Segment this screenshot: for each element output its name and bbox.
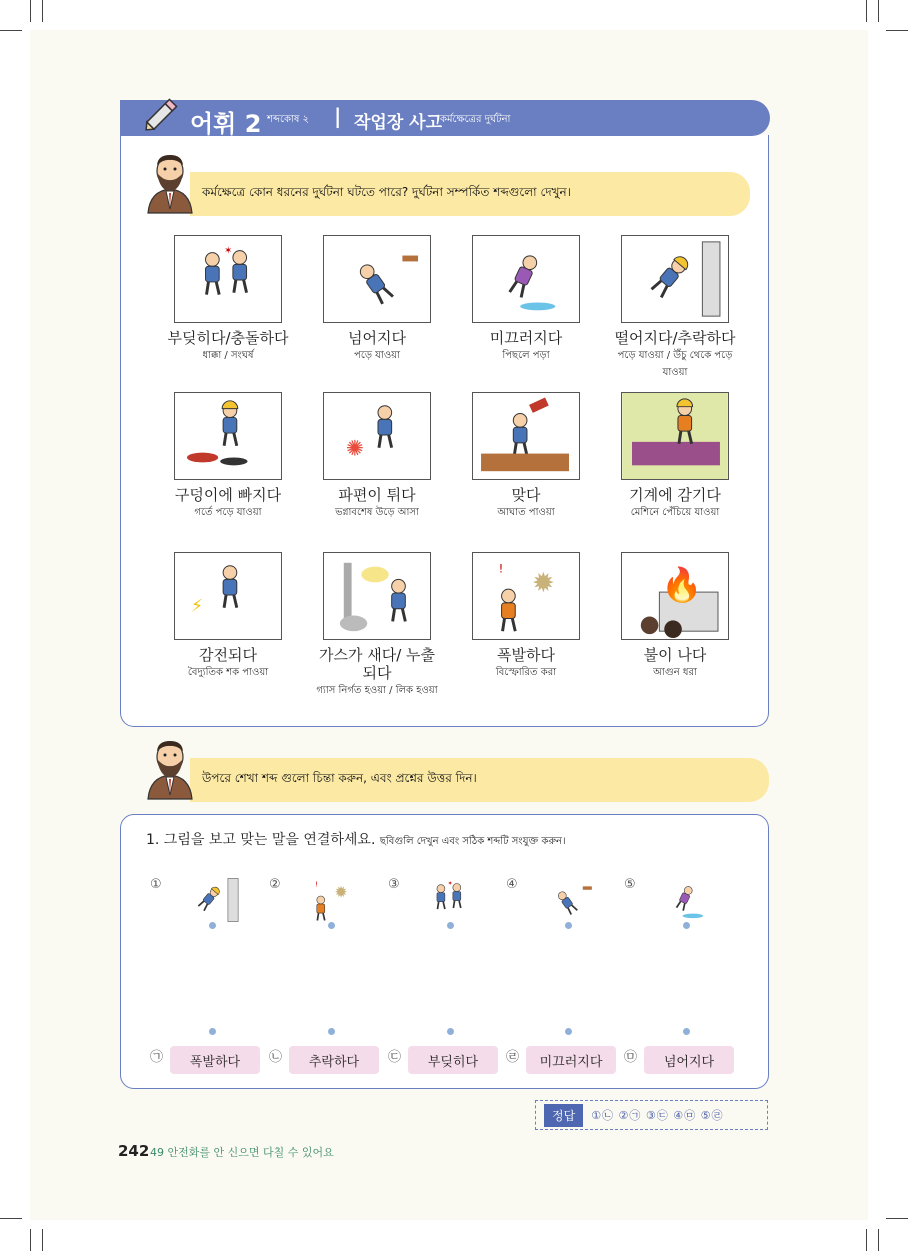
item-picture: [650, 875, 722, 925]
answer-word: 폭발하다: [170, 1046, 260, 1074]
vocab-korean: 맞다: [511, 486, 541, 504]
answer-key: [535, 1100, 768, 1130]
exercise-item: [388, 875, 498, 935]
crop-mark: [878, 0, 879, 22]
answer-letter: ㉤: [624, 1050, 638, 1065]
pencil-icon: [140, 94, 182, 136]
svg-text:🔥: 🔥: [661, 565, 703, 604]
answer-letter: ㉢: [388, 1050, 402, 1065]
crop-mark: [886, 1218, 908, 1219]
vocab-card: [461, 552, 591, 681]
crop-mark: [866, 1229, 867, 1251]
svg-text:!: !: [498, 561, 504, 576]
vocab-korean: 가스가 새다/ 누출되다: [318, 646, 436, 682]
answer-letter: ㉡: [269, 1050, 283, 1065]
vocab-card: [461, 392, 591, 521]
teacher-avatar: [140, 147, 200, 215]
vocab-bengali: পিছলে পড়া: [502, 350, 550, 361]
vocab-picture: [323, 235, 431, 323]
answer-letter: ㉠: [150, 1050, 164, 1065]
crop-mark: [42, 1229, 43, 1251]
vocab-bengali: বিস্ফোরিত করা: [495, 667, 557, 678]
vocab-korean: 폭발하다: [497, 646, 555, 664]
exercise-item: [506, 875, 616, 935]
question-korean: 1. 그림을 보고 맞는 말을 연결하세요.: [146, 832, 376, 848]
vocab-picture: [174, 235, 282, 323]
vocab-picture: [323, 392, 431, 480]
crop-mark: [30, 1229, 31, 1251]
instruction-text: কর্মক্ষেত্রে কোন ধরনের দুর্ঘটনা ঘটতে পারে? দুর্ঘটনা সম্পর্কিত শব্দগুলো দেখুন।: [202, 185, 571, 199]
vocab-card: [312, 235, 442, 364]
gas-leak-icon: [324, 553, 430, 639]
teacher-avatar: [140, 733, 200, 801]
exercise-prompt: [190, 758, 769, 802]
vocab-picture: [621, 392, 729, 480]
connect-dot-bottom[interactable]: [565, 1028, 572, 1035]
crop-mark: [30, 0, 31, 22]
lesson-title: 어휘 2: [190, 110, 262, 138]
page-number: 242: [118, 1142, 150, 1160]
svg-text:✹: ✹: [531, 568, 555, 600]
explosion-icon: [473, 553, 579, 639]
connect-dot-bottom[interactable]: [683, 1028, 690, 1035]
fire-icon: [622, 553, 728, 639]
lesson-subtitle: শব্দকোষ ২: [267, 114, 310, 125]
machine-caught-icon: [622, 393, 728, 479]
vocab-bengali: আঘাত পাওয়া: [497, 507, 555, 518]
item-number: ④: [506, 877, 518, 892]
answer-letter: ㉣: [506, 1050, 520, 1065]
page-caption: 49 안전화를 안 신으면 다칠 수 있어요: [150, 1146, 334, 1159]
vocab-picture: [174, 552, 282, 640]
item-picture: [176, 875, 248, 925]
vocab-card: [312, 392, 442, 521]
vocab-bengali: গর্তে পড়ে যাওয়া: [194, 507, 262, 518]
vocab-korean: 파편이 튀다: [338, 486, 416, 504]
vocab-korean: 미끄러지다: [489, 329, 563, 347]
vocab-card: [610, 392, 740, 521]
answer-word: 추락하다: [289, 1046, 379, 1074]
explosion-icon: [295, 875, 367, 925]
vocab-picture: [174, 392, 282, 480]
vocab-card: [610, 235, 740, 381]
vocab-bengali: গ্যাস নির্গত হওয়া / লিক হওয়া: [316, 685, 438, 696]
vocab-picture: [621, 235, 729, 323]
answer-key-text: ①㉡ ②㉠ ③㉢ ④㉤ ⑤㉣: [591, 1109, 724, 1122]
instruction-prompt: [190, 172, 750, 216]
vocab-korean: 기계에 감기다: [629, 486, 721, 504]
item-picture: [414, 875, 486, 925]
connect-dot-bottom[interactable]: [328, 1028, 335, 1035]
svg-text:✶: ✶: [224, 245, 233, 257]
vocab-bengali: পড়ে যাওয়া: [354, 350, 400, 361]
slip-icon: [650, 875, 722, 925]
vocab-bengali: বৈদ্যুতিক শক পাওয়া: [187, 667, 269, 678]
vocab-picture: [472, 552, 580, 640]
vocab-bengali: পড়ে যাওয়া / উঁচু থেকে পড়ে যাওয়া: [617, 350, 733, 378]
crop-mark: [0, 30, 22, 31]
collide-icon: [175, 236, 281, 322]
vocab-card: [163, 392, 293, 521]
vocab-bengali: ধাক্কা / সংঘর্ষ: [202, 350, 254, 361]
vocab-korean: 부딪히다/충돌하다: [167, 329, 289, 347]
connect-dot-bottom[interactable]: [209, 1028, 216, 1035]
answer-word: 미끄러지다: [526, 1046, 616, 1074]
exercise-prompt-text: উপরে শেখা শব্দ গুলো চিন্তা করুন, এবং প্রশ্নের উত্তর দিন।: [202, 771, 477, 785]
item-picture: [532, 875, 604, 925]
fall-from-height-icon: [622, 236, 728, 322]
exercise-question: [146, 829, 566, 851]
vocab-korean: 불이 나다: [643, 646, 707, 664]
svg-text:✶: ✶: [447, 881, 453, 888]
exercise-item: [624, 875, 734, 935]
manhole-icon: [175, 393, 281, 479]
connect-dot-bottom[interactable]: [447, 1028, 454, 1035]
vocab-bengali: ভগ্নাবশেষ উড়ে আসা: [335, 507, 419, 518]
topic-title: 작업장 사고: [354, 113, 443, 133]
vocab-picture: [472, 392, 580, 480]
vocab-picture: [621, 552, 729, 640]
vocab-picture: [472, 235, 580, 323]
answer-word: 부딪히다: [408, 1046, 498, 1074]
fall-from-height-icon: [176, 875, 248, 925]
trip-fall-icon: [324, 236, 430, 322]
crop-mark: [42, 0, 43, 22]
vocab-korean: 구덩이에 빠지다: [174, 486, 282, 504]
item-number: ①: [150, 877, 162, 892]
struck-by-brick-icon: [473, 393, 579, 479]
crop-mark: [0, 1218, 22, 1219]
connect-dot-top[interactable]: [683, 922, 690, 929]
crop-mark: [886, 30, 908, 31]
item-number: ⑤: [624, 877, 636, 892]
vocab-card: [163, 235, 293, 364]
svg-text:✹: ✹: [334, 882, 348, 902]
svg-text:✺: ✺: [345, 436, 364, 462]
vocab-korean: 떨어지다/추락하다: [614, 329, 736, 347]
topic-subtitle: কর্মক্ষেত্রের দুর্ঘটনা: [440, 114, 511, 125]
item-picture: [295, 875, 367, 925]
vocab-bengali: মেশিনে পেঁচিয়ে যাওয়া: [630, 507, 720, 518]
vocab-card: [312, 552, 442, 699]
connect-dot-top[interactable]: [209, 922, 216, 929]
vocab-korean: 넘어지다: [348, 329, 406, 347]
question-bengali: ছবিগুলি দেখুন এবং সঠিক শব্দটি সংযুক্ত করুন।: [379, 836, 566, 847]
svg-text:⚡: ⚡: [190, 596, 204, 617]
answer-key-label: 정답: [544, 1104, 583, 1127]
vocab-card: [610, 552, 740, 681]
slip-icon: [473, 236, 579, 322]
item-number: ②: [269, 877, 281, 892]
sparks-icon: [324, 393, 430, 479]
item-number: ③: [388, 877, 400, 892]
vocab-card: [461, 235, 591, 364]
electric-shock-icon: [175, 553, 281, 639]
vocab-picture: [323, 552, 431, 640]
vocab-bengali: আগুন ধরা: [653, 667, 697, 678]
crop-mark: [878, 1229, 879, 1251]
connect-dot-top[interactable]: [447, 922, 454, 929]
crop-mark: [866, 0, 867, 22]
vocab-card: [163, 552, 293, 681]
answer-word: 넘어지다: [644, 1046, 734, 1074]
header-separator: |: [334, 104, 342, 128]
connect-dot-top[interactable]: [565, 922, 572, 929]
exercise-item: [269, 875, 379, 935]
trip-fall-icon: [532, 875, 604, 925]
exercise-item: [150, 875, 260, 935]
collide-icon: [414, 875, 486, 925]
connect-dot-top[interactable]: [328, 922, 335, 929]
svg-text:!: !: [315, 880, 318, 889]
vocab-korean: 감전되다: [199, 646, 257, 664]
